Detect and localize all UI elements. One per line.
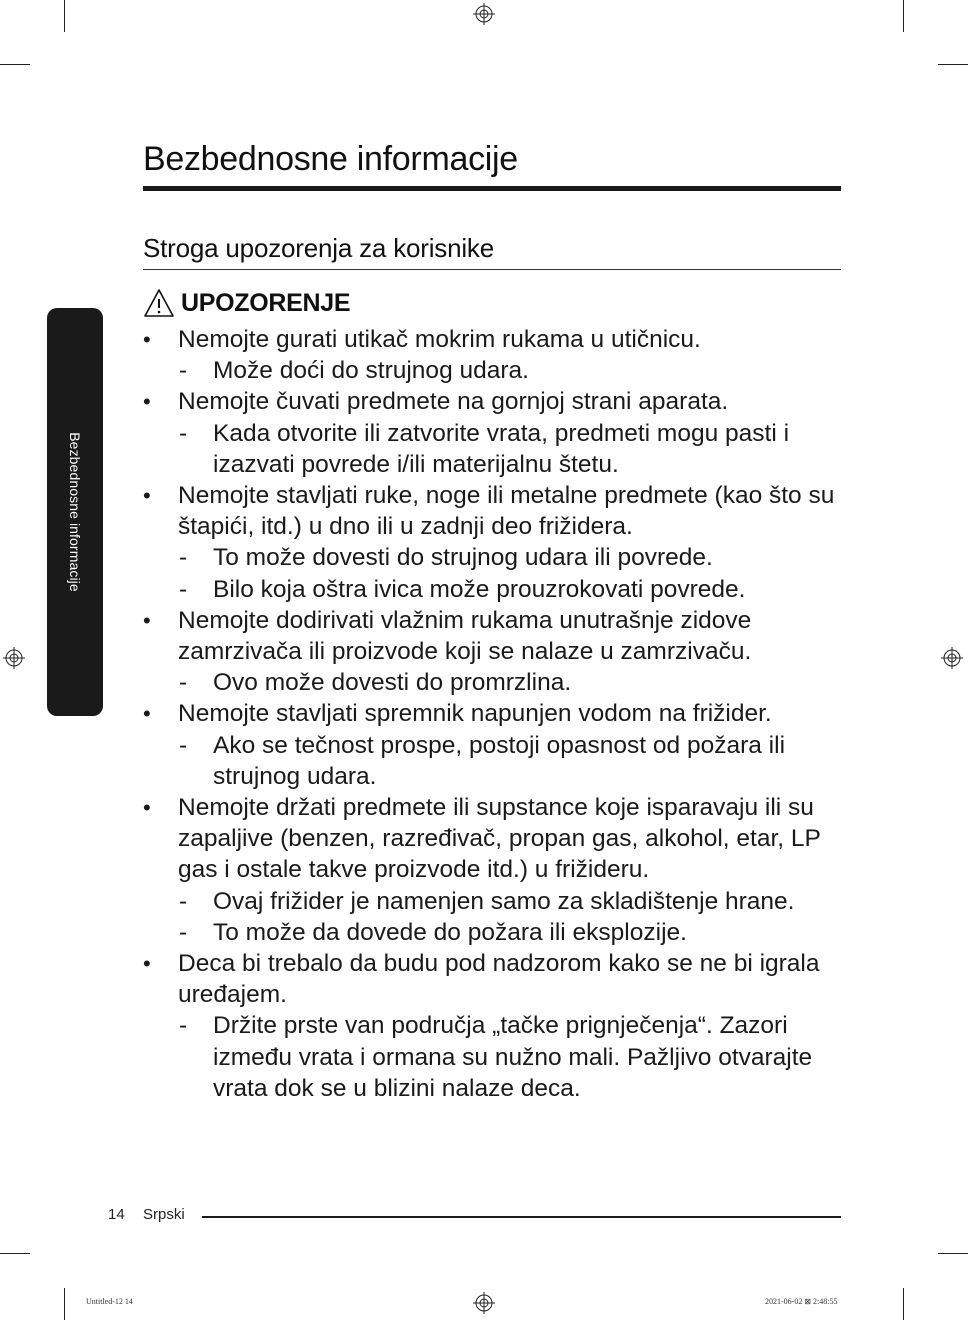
registration-mark-icon — [941, 647, 963, 669]
dash-marker: - — [179, 357, 188, 385]
section-title: Stroga upozorenja za korisnike — [143, 233, 494, 263]
warning-heading — [143, 286, 350, 320]
print-slug-right: 2021-06-02 ⊠ 2:48:55 — [765, 1297, 838, 1306]
sub-item-text: Ovaj frižider je namenjen samo za skladištenje hrane. — [213, 887, 795, 915]
registration-mark-icon — [473, 3, 495, 25]
sub-item-text: To može da dovede do požara ili eksplozije. — [213, 918, 687, 946]
registration-mark-icon — [473, 1292, 495, 1314]
list-item-text: Nemojte gurati utikač mokrim rukama u utičnicu. — [178, 326, 701, 353]
list-item — [143, 698, 843, 729]
sub-item — [143, 1010, 843, 1104]
footer-language: Srpski — [143, 1206, 185, 1223]
bullet-icon: • — [143, 795, 151, 821]
list-item-text: Nemojte stavljati ruke, noge ili metalne predmete (kao što su štapići, itd.) u dno ili u zadnji deo frižidera. — [178, 482, 835, 541]
sub-item — [143, 574, 843, 605]
warning-label: UPOZORENJE — [181, 288, 351, 317]
dash-marker: - — [179, 887, 188, 915]
crop-mark — [64, 1288, 65, 1320]
sub-item — [143, 730, 843, 792]
title-divider — [143, 186, 841, 191]
bullet-icon: • — [143, 701, 151, 727]
dash-marker: - — [179, 419, 188, 447]
sub-item-text: Držite prste van područja „tačke prignječenja“. Zazori između vrata i ormana su nužno mali. Pažljivo otvarajte vrata dok se u blizini nalaze deca. — [213, 1012, 813, 1102]
dash-marker: - — [179, 669, 188, 697]
list-item — [143, 324, 843, 355]
section-divider — [143, 269, 841, 270]
dash-marker: - — [179, 918, 188, 946]
list-item — [143, 948, 843, 1010]
registration-mark-icon — [3, 647, 25, 669]
list-item — [143, 605, 843, 667]
dash-marker: - — [179, 575, 188, 603]
list-item — [143, 792, 843, 886]
sub-item — [143, 542, 843, 573]
list-item-text: Nemojte dodirivati vlažnim rukama unutrašnje zidove zamrzivača ili proizvode koji se nalaze u zamrzivaču. — [178, 606, 752, 666]
crop-mark — [938, 1253, 968, 1254]
sub-item — [143, 886, 843, 917]
list-item-text: Nemojte držati predmete ili supstance koje isparavaju ili su zapaljive (benzen, razređivač, propan gas, alkohol, etar, LP gas i ostale takve proizvode itd.) u frižideru. — [178, 794, 821, 884]
bullet-icon: • — [143, 327, 151, 352]
bullet-icon: • — [143, 389, 151, 415]
dash-marker: - — [179, 731, 188, 759]
crop-mark — [938, 64, 968, 65]
crop-mark — [903, 1288, 904, 1320]
sub-item-text: Bilo koja oštra ivica može prouzrokovati povrede. — [213, 575, 746, 603]
crop-mark — [0, 1253, 30, 1254]
sub-item — [143, 418, 843, 480]
list-item — [143, 386, 843, 417]
side-tab-label: Bezbednosne informacije — [67, 432, 83, 592]
sub-item-text: Ovo može dovesti do promrzlina. — [213, 669, 572, 697]
sub-item-text: Ako se tečnost prospe, postoji opasnost od požara ili strujnog udara. — [213, 731, 786, 790]
list-item-text: Nemojte čuvati predmete na gornjoj strani aparata. — [178, 388, 729, 416]
bullet-icon: • — [143, 483, 151, 509]
crop-mark — [903, 0, 904, 32]
sub-item-text: Može doći do strujnog udara. — [213, 357, 529, 385]
sub-item-text: To može dovesti do strujnog udara ili povrede. — [213, 544, 713, 572]
page-number: 14 — [108, 1206, 125, 1223]
sub-item — [143, 355, 843, 386]
page-title: Bezbednosne informacije — [143, 140, 518, 178]
sub-item — [143, 667, 843, 698]
bullet-icon: • — [143, 951, 151, 977]
bullet-icon: • — [143, 607, 151, 633]
crop-mark — [64, 0, 65, 32]
list-item — [143, 480, 843, 542]
print-slug-left: Untitled-12 14 — [86, 1297, 133, 1306]
list-item-text: Deca bi trebalo da budu pod nadzorom kako se ne bi igrala uređajem. — [178, 950, 820, 1009]
dash-marker: - — [179, 544, 188, 572]
dash-marker: - — [179, 1012, 188, 1040]
footer-divider — [202, 1216, 841, 1218]
warning-triangle-icon — [143, 288, 175, 318]
sub-item — [143, 917, 843, 948]
warning-list — [143, 324, 843, 1104]
list-item-text: Nemojte stavljati spremnik napunjen vodom na frižider. — [178, 700, 772, 728]
crop-mark — [0, 64, 30, 65]
sub-item-text: Kada otvorite ili zatvorite vrata, predmeti mogu pasti i izazvati povrede i/ili materijalnu štetu. — [213, 419, 790, 478]
